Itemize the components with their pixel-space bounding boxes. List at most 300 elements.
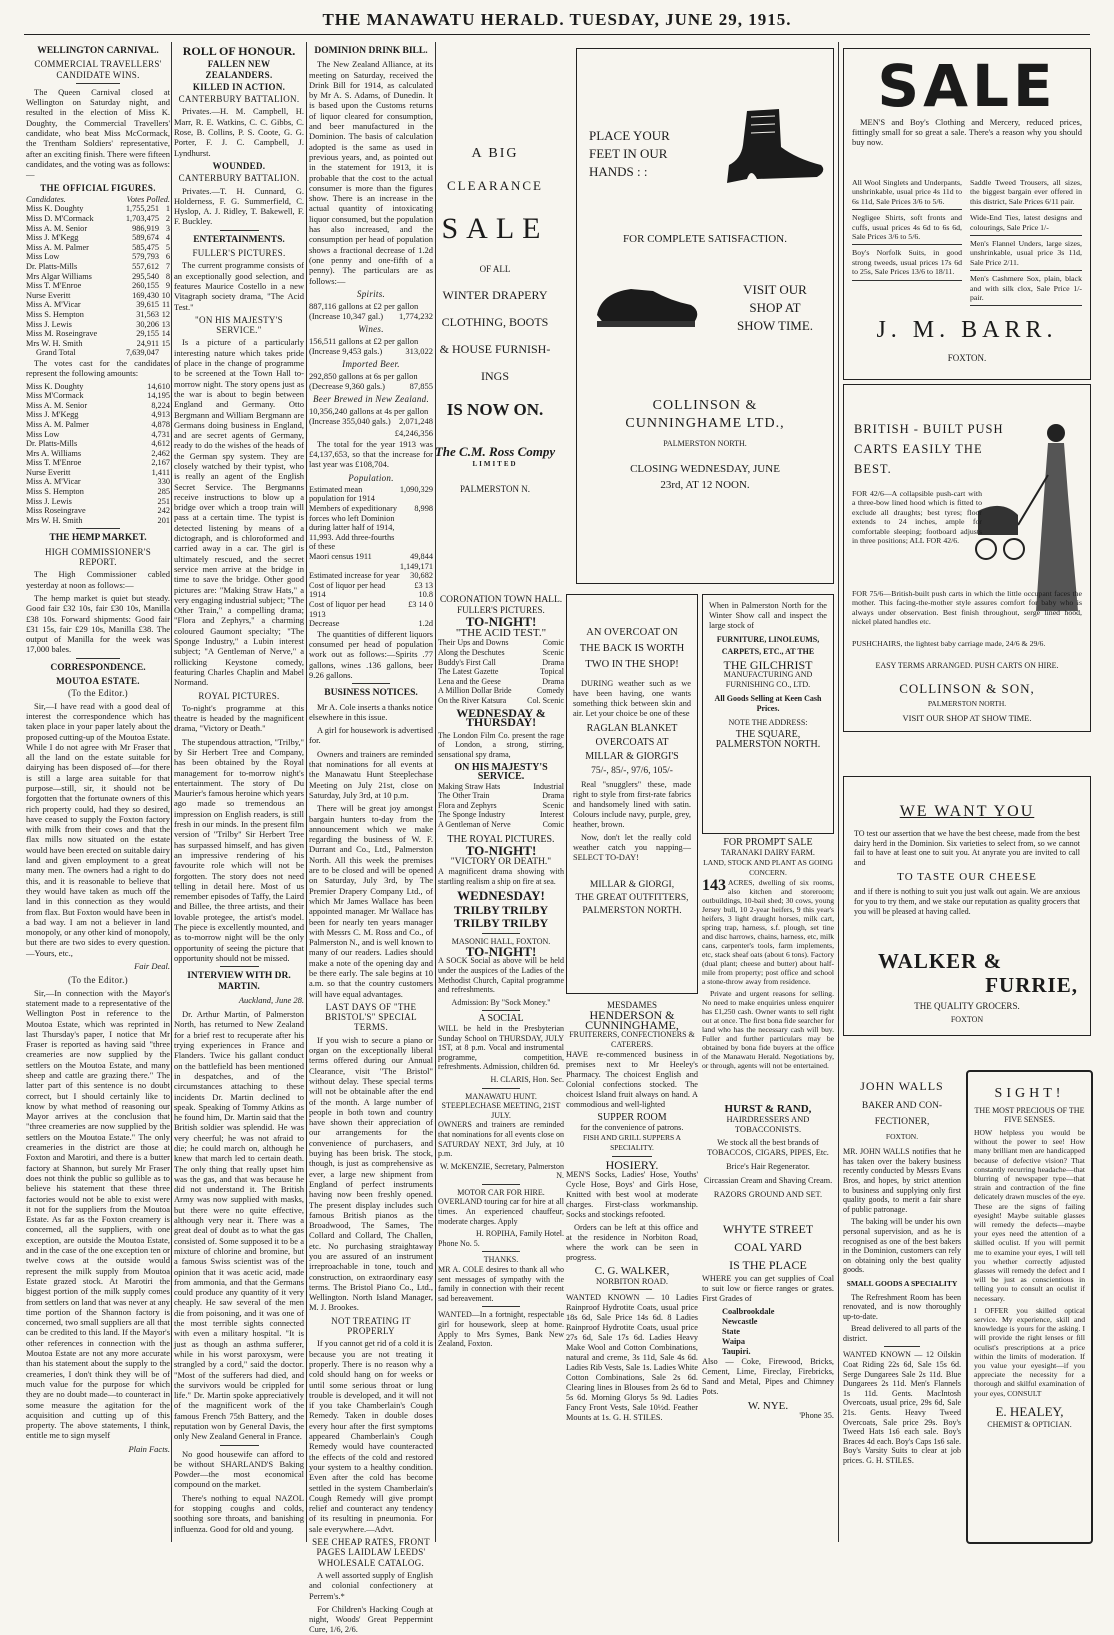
advert-paragraph: There's nothing to equal NAZOL for stopping coughs and colds, soothing sore throats, and banishing influenza. Good for old and young.: [174, 1492, 304, 1534]
programme-title: Along the Deschutes: [438, 647, 505, 657]
population-desc: [309, 562, 400, 572]
sale-item: Negligee Shirts, soft fronts and cuffs, usual prices 4s 6d to 6s 6d, Sale Prices 3/6 to 5/6.: [852, 210, 962, 245]
product-name: [573, 722, 691, 764]
ad-line: HANDS : :: [589, 164, 648, 179]
ad-text: PALMERSTON N.: [459, 484, 531, 494]
section-label: CANTERBURY BATTALION.: [178, 173, 300, 184]
programme-title: A Gentleman of Nerve: [438, 820, 511, 830]
total-value: 7,639,047: [125, 348, 160, 358]
ad-headline: TO-NIGHT!: [465, 943, 537, 959]
ad-text: Circassian Cream and Shaving Cream.: [703, 1176, 833, 1185]
drink-note: (Increase 10,347 gal.): [309, 311, 384, 322]
ad-line: VISIT OUR: [743, 282, 807, 297]
article-body: Owners and trainers are reminded that nominations for all events at the Manawatu Hunt Steeplechase Meeting on July 21st, close on Saturday, July 3rd, at 10 p.m.: [309, 748, 433, 800]
ad-body: FOR 42/6—A collapsible push-cart with a three-bow lined hood which is fitted to exclude all draughts; best tyres; floor extends to 24 inches, ample for comfortable sleeping; footboard adjusts in three positions; ALL FOR 42/6.: [852, 489, 982, 546]
candidate-name: Miss J. Lewis: [26, 496, 72, 506]
divider: [76, 528, 119, 529]
table-row: [309, 571, 433, 581]
rank: 1: [165, 204, 170, 214]
programme-genre: Comic: [542, 820, 564, 830]
ad-signature: H. ROPIHA, Family Hotel.: [476, 1229, 564, 1239]
ad-text: [589, 127, 670, 181]
ad-body: MEN'S and Boy's Clothing and Mercery, reduced prices, fittingly small for so great a sale. There's a reason why you should buy now.: [852, 117, 1082, 147]
population-desc: Estimated mean population for 1914: [309, 484, 375, 504]
table-row: [26, 224, 170, 234]
dateline: Auckland, June 28.: [238, 994, 304, 1005]
letter-salutation: (To the Editor.): [68, 975, 128, 986]
bakery-ad: [843, 1074, 961, 1544]
article-subheading: FULLER'S PICTURES.: [192, 248, 286, 259]
article-body: If you wish to secure a piano or organ on the exceptionally liberal terms offered during our Annual Clearance, visit "The Bristol" without delay. These special terms will not be obtainable after the end of the month. A large number of people in both town and country have shown their appreciation of our arrangements for the convenience of purchasers, and buying has been brisk. The stock, though, is just as comprehensive as ever, a large new shipment from England of perfect instruments having now been freshly opened. The present display includes such famous British pianos as the Broadwood, The Sames, The Collard and Collard, The Challen, etc. No purchasing straightaway you are assured of an instrument irreproachable in tone, touch and construction, on extraordinary easy terms. The Bristol Piano Co., Ltd., Wellington. North Island Manager, M. J. Brookes.: [309, 1034, 433, 1313]
letter-salutation: (To the Editor.): [68, 688, 128, 699]
mid-ads-column: [566, 1000, 698, 1542]
ad-text: VISIT OUR SHOP AT SHOW TIME.: [902, 713, 1032, 723]
article-body: If you cannot get rid of a cold it is because you are not treating it properly. There is no reason why a cold should hang on for weeks or until some serious throat or lung trouble is developed, and it will not if you take Chamberlain's Cough Remedy. Taken in double doses every hour after the first symptoms appeared Chamberlain's Cough Remedy would have counteracted the effects of the cold and restored your system to a healthy condition. Even after the cold has become settled in the system Chamberlain's Cough Remedy will give prompt relief and counteract any tendency of its resulting in pneumonia. For sale everywhere.—Advt.: [309, 1338, 433, 1534]
article-heading: ENTERTAINMENTS.: [193, 234, 285, 245]
coal-grade: Newcastle: [722, 1317, 758, 1326]
ad-body: OWNERS and trainers are reminded that nominations for all events close on SATURDAY NEXT, 3rd July, at 10 p.m.: [438, 1120, 564, 1159]
article-subheading: MOUTOA ESTATE.: [56, 676, 140, 687]
ad-subheading: FULLER'S PICTURES.: [457, 604, 545, 615]
article-body: The total for the year 1913 was £4,137,653, so that the increase for last year was £108,704.: [309, 438, 433, 470]
programme-item: [438, 820, 564, 830]
article-heading: INTERVIEW WITH DR. MARTIN.: [187, 971, 291, 992]
ad-body: DURING weather such as we have been having, one wants something thick between skin and air. Let your choice be one of these: [573, 679, 691, 718]
product-line: RAGLAN BLANKET: [586, 723, 678, 734]
programme-item: [438, 658, 564, 668]
ad-text: & HOUSE FURNISH-: [439, 342, 551, 356]
ad-body: WILL be held in the Presbyterian Sunday School on THURSDAY, JULY 1ST, at 8 p.m. Vocal and instrumental programme, competition, refreshments. Admission, children 6d.: [438, 1023, 564, 1072]
section-label: Imported Beer.: [342, 358, 400, 369]
amounts-table: [26, 382, 170, 526]
population-value: £3 13 10.8: [414, 580, 433, 600]
ad-text: NOTE THE ADDRESS:: [728, 718, 808, 727]
population-desc: Cost of liquor per head 1914: [309, 580, 386, 600]
population-table: [309, 485, 433, 629]
table-row: [26, 497, 170, 507]
table-row: [26, 204, 170, 214]
ad-text: FOR COMPLETE SATISFACTION.: [623, 233, 787, 245]
ad-headline: TO-NIGHT!: [465, 843, 537, 859]
masthead-rule: [24, 34, 1090, 35]
advert-paragraph: No good housewife can afford to be without SHARLAND'S Baking Powder—the most economical compound on the market.: [174, 1448, 304, 1490]
ad-subheading: TARANAKI DAIRY FARM.: [721, 848, 815, 857]
article-heading: ROLL OF HONOUR.: [182, 44, 296, 58]
drink-desc: 887,116 gallons at £2 per gallon: [309, 301, 419, 312]
candidate-name: Miss A. M. Palmer: [26, 419, 89, 429]
firm-town: FOXTON: [950, 1015, 984, 1024]
rank: 10: [161, 290, 170, 300]
ad-headline: IS NOW ON.: [446, 400, 544, 419]
table-row: [26, 477, 170, 487]
vote-count: 29,155: [136, 329, 160, 339]
vote-count: 295,540: [132, 271, 160, 281]
rank: 8: [165, 271, 170, 281]
candidate-name: Miss A. M. Senior: [26, 400, 88, 410]
rank: 15: [161, 338, 170, 348]
drink-note: (Decrease 9,360 gals.): [309, 381, 385, 392]
divider: [482, 1184, 520, 1185]
sale-item: All Wool Singlets and Underpants, unshrinkable, usual price 4s 11d to 6s 11d, Sale Prices 3/6 to 5/6.: [852, 175, 962, 210]
ad-text: SMALL GOODS A SPECIALITY: [846, 1278, 958, 1288]
hairdresser-ad: [702, 1104, 834, 1214]
amount-value: 14,195: [147, 391, 170, 401]
table-row: [26, 468, 170, 478]
product-line: MILLAR & GIORGI'S: [585, 751, 679, 762]
ad-body: MR A. COLE desires to thank all who sent messages of sympathy with the family in connection with their recent sad bereavement.: [438, 1265, 564, 1303]
article-heading: BUSINESS NOTICES.: [324, 688, 418, 699]
firm-line: MILLAR & GIORGI,: [589, 880, 675, 890]
letter-signature: Plain Facts.: [128, 1443, 170, 1454]
ad-line: CARTS EASILY THE: [854, 442, 983, 456]
rank: 13: [161, 319, 170, 329]
article-body: Privates.—H. M. Campbell, H. Marr, R. E. Watkins, C. C. Gibbs, C. Rose, B. Collins, P. S. Coote, G. G. Porter, F. J. C. Campbell, J. Lyndhurst.: [174, 106, 304, 158]
candidate-name: Miss J. M'Kegg: [26, 233, 79, 243]
drink-value: 1,774,232: [399, 311, 433, 322]
ad-subheading: LAND, STOCK AND PLANT AS GOING CONCERN.: [703, 858, 833, 877]
programme-genre: Topical: [540, 667, 564, 677]
divider: [612, 1289, 652, 1290]
programme-item: [438, 696, 564, 706]
ad-body: TO test our assertion that we have the best cheese, made from the best dairy herd in the Dominion. Six varieties to select from, so we cannot fail to have at least one to suit you. At anyrate you are invited to call and: [854, 829, 1080, 867]
ad-line: BEST.: [854, 462, 892, 476]
candidate-name: Miss A. M. Senior: [26, 223, 88, 233]
ad-headline: SALE: [441, 212, 549, 245]
candidate-name: Mrs Algar Williams: [26, 271, 92, 281]
firm-name: C. G. WALKER,: [594, 1265, 670, 1277]
column-header: Votes Polled.: [126, 194, 170, 204]
candidate-name: Miss A. M. Palmer: [26, 242, 89, 252]
firm-name: J. M. BARR.: [876, 317, 1058, 343]
coal-grade: Coalbrookdale: [722, 1307, 775, 1316]
table-row: [26, 410, 170, 420]
amount-value: 1,411: [151, 467, 170, 477]
programme-item: [438, 638, 564, 648]
candidate-name: Miss K. Doughty: [26, 381, 84, 391]
ad-headline: THE ROYAL PICTURES.: [447, 833, 555, 845]
programme-item: [438, 791, 564, 801]
sale-item: Boy's Norfolk Suits, in good strong tweeds, usual prices 17s 6d to 25s, Sale Prices 13/6 to 18/11.: [852, 245, 962, 280]
programme-item: [438, 686, 564, 696]
article-subheading: LAST DAYS OF "THE BRISTOL'S" SPECIAL TERMS.: [325, 1001, 417, 1033]
candidate-name: Nurse Everitt: [26, 290, 71, 300]
candidate-name: Miss A. M'Vicar: [26, 300, 81, 310]
closing-notice: [577, 461, 833, 493]
firm-sub: THE QUALITY GROCERS.: [914, 1001, 1020, 1011]
programme-item: [438, 667, 564, 677]
rank: 12: [161, 309, 170, 319]
ad-headline: SIGHT!: [994, 1086, 1065, 1101]
section-label: Population.: [348, 472, 394, 483]
column-header: Candidates.: [26, 194, 66, 204]
table-row: [26, 233, 170, 243]
letter-body: Sir,—In connection with the Mayor's statement made to a representative of the Wellington Post in reference to the Moutoa Estate, which was reprinted in last Thursday's paper, I notice that Mr Fraser is reported as having said "three creameries are now supplied by the settlers on the Moutoa Estate, and many sheep and cattle are grazing there." The latter part of this sentence is no doubt correct, but I should certainly like to know by what method of reasoning our Mayor arrives at the conclusion that "three creameries are now supplied by the settlers on the Moutoa Estate." The only creameries in the district are those at Foxton and Marotiri, and there is a butter factory at Shannon, but surely Mr Fraser does not think the public so gullible as to believe his statement that these three factories would not be able to exist were it not for the suppliers from the Moutoa Estate. As far as the Foxton creamery is concerned, all the suppliers, with one exception, are outside the Moutoa Estate, and in the case of the one exception ten or twelve cows at the outside would represent the milk supply from Moutoa Estate grazed stock. At Marotiri the biggest portion of the milk supply comes from settlers on land that was never at any time portion of the Shannon factory is concerned, two small suppliers are all that can be credited to this land. If the Mayor's other references in connection with the Moutoa Estate are not any more accurate than his statement about the supply to the creameries, I don't think they will be of much value for the purpose for which they are no doubt made—to counteract in some measure the agitation for the acquisition and cutting up of this property. The above statements, I think, entitle me to sign myself: [26, 987, 170, 1441]
programme-genre: Drama: [542, 791, 564, 801]
feature-title: TRILBY TRILBY TRILBY TRILBY: [453, 903, 549, 931]
amount-value: 4,878: [151, 419, 170, 429]
coal-grade: Waipa: [722, 1337, 746, 1346]
drink-row: [309, 301, 433, 322]
vote-count: 39,615: [136, 300, 160, 310]
ad-goods: FURNITURE, LINOLEUMS, CARPETS, ETC., AT THE: [716, 635, 820, 656]
ad-headline: MANAWATU HUNT.: [465, 1091, 537, 1101]
closing-line: CLOSING WEDNESDAY, JUNE: [630, 463, 780, 475]
divider: [220, 1445, 259, 1446]
table-row: [26, 252, 170, 262]
table-row: [26, 291, 170, 301]
divider: [482, 933, 520, 934]
ad-line: AN OVERCOAT ON: [586, 627, 678, 638]
masthead-title: THE MANAWATU HERALD. TUESDAY, JUNE 29, 1915.: [322, 10, 792, 29]
amount-value: 8,224: [151, 400, 170, 410]
feature-title: ON HIS MAJESTY'S SERVICE.: [454, 761, 548, 783]
drink-total: £4,246,356: [394, 428, 433, 439]
table-row: [26, 458, 170, 468]
vote-count: 260,155: [132, 281, 160, 291]
programme-genre: Comedy: [536, 686, 564, 696]
rank: 4: [165, 233, 170, 243]
ad-headline: CUNNINGHAME,: [585, 1018, 679, 1032]
ad-body: WANTED—In a fortnight, respectable girl for housework, sleep at home. Apply to Mrs Symes, Bank New Zealand, Foxton.: [438, 1310, 564, 1349]
firm-name: [577, 397, 833, 433]
column-rule: [838, 42, 839, 1542]
amount-value: 4,731: [151, 429, 170, 439]
ad-text: TO TASTE OUR CHEESE: [897, 871, 1037, 884]
ad-line: FECTIONER,: [874, 1116, 930, 1127]
population-value: 1,149,171: [399, 561, 433, 571]
divider: [76, 658, 119, 659]
population-value: £3 14 0: [408, 600, 433, 609]
pushcart-ad: [843, 384, 1091, 732]
table-row: [26, 506, 170, 516]
article-body: Is a picture of a particularly interesting nature which takes pride of place in the change of programme to be screened at the Town Hall to-morrow night. The story opens just as the war is about to begin between England and Germany. Otto Bergmann and William Bergmann are Germans doing business in England, and are secret agents of Germany, ready to do the wishes of the heads of the German spy system. They are closely watched by their typist, who is really an agent of the English Secret Service. The Bergmanns receive instructions to blow up a bridge over which a troop train will pass at a certain time. The typist is detected listening by means of a dictograph, and is chloroformed and carried away in a car. The girl is ultimately rescued, and the secret service men arrive at the bridge in time to save the bridge. Other good pictures are: "Making Straw Hats," a very engaging industrial subject; "The Other Train," a compelling drama; "Flora and Zephyrs," a charming coloured Gaumont specialty; "The Sponge Industry," a Lubin interest subject; "A Gentleman of Nerve," a rollicking Keystone comedy, featuring Charles Chaplin and Mabel Normand.: [174, 337, 304, 688]
firm-line: THE GREAT OUTFITTERS,: [575, 893, 689, 903]
programme-item: [438, 782, 564, 792]
divider: [482, 1088, 520, 1089]
programme-genre: Scenic: [542, 800, 564, 810]
ad-text: EASY TERMS ARRANGED. PUSH CARTS ON HIRE.: [875, 661, 1059, 670]
ad-headline: HURST & RAND,: [724, 1103, 812, 1115]
firm-line: PALMERSTON NORTH.: [582, 906, 682, 916]
programme-title: The Sponge Industry: [438, 810, 506, 820]
ad-headline: THANKS.: [483, 1255, 519, 1265]
ad-text: We stock all the best brands of TOBACCOS, CIGARS, PIPES, Etc.: [707, 1138, 829, 1157]
firm-name: FURRIE,: [985, 973, 1078, 997]
drink-value: 87,855: [409, 381, 433, 392]
rank: 2: [165, 214, 170, 224]
feature-title: "VICTORY OR DEATH.": [450, 856, 552, 867]
table-row: [309, 562, 433, 572]
programme-title: A Million Dollar Bride: [438, 686, 512, 696]
mens-shoe-illustration: [591, 275, 703, 335]
firm-logo: The C.M. Ross Compy: [434, 444, 556, 459]
ad-text: SUPPER ROOM: [597, 1112, 667, 1123]
article-heading: DOMINION DRINK BILL.: [314, 46, 428, 56]
table-row: [26, 300, 170, 310]
ad-body: OVERLAND touring car for hire at all times. An experienced chauffeur, moderate charges. Apply: [438, 1197, 564, 1226]
article-body: A well assorted supply of English and colonial confectionery at Perrem's.*: [309, 1569, 433, 1601]
programme-title: Flora and Zephyrs: [438, 800, 497, 810]
ad-text: A BIG: [471, 146, 519, 161]
ad-body: Real "snugglers" these, made right to style from first-rate fabrics and handsomely lined with satin. Colours include navy, purple, grey, heather, brown.: [573, 780, 691, 829]
rank: 3: [165, 223, 170, 233]
candidate-name: Miss K. Doughty: [26, 204, 84, 214]
amount-value: 2,462: [151, 448, 170, 458]
divider: [220, 966, 259, 967]
ad-line: COAL YARD: [734, 1240, 802, 1254]
population-desc: Estimated increase for year: [309, 571, 400, 581]
column-2: [174, 42, 304, 1542]
article-heading: THE HEMP MARKET.: [49, 533, 147, 544]
rank: 5: [165, 242, 170, 252]
article-body: A girl for housework is advertised for.: [309, 725, 433, 746]
ad-headline: [567, 625, 697, 673]
candidate-name: Dr. Platts-Mills: [26, 439, 78, 449]
programme-genre: Scenic: [542, 647, 564, 657]
ad-subheading: HAIRDRESSERS AND TOBACCONISTS.: [726, 1114, 810, 1134]
phone: Phone No. 5.: [438, 1238, 480, 1248]
table-row: [26, 439, 170, 449]
ad-headline: HENDERSON &: [589, 1008, 675, 1022]
programme-genre: Drama: [542, 657, 564, 667]
ad-body: Also — Coke, Firewood, Bricks, Cement, Lime, Fireclay, Firebricks, Sand and Metal, Pipes and Chimney Pots.: [702, 1357, 834, 1396]
column-1: [26, 42, 170, 1542]
farm-sale-ad: [702, 838, 834, 1100]
candidate-name: Miss J. Lewis: [26, 319, 72, 329]
pram-illustration: [972, 501, 1042, 563]
firm-sub: MANUFACTURING AND FURNISHING CO., LTD.: [723, 670, 813, 689]
ad-headline: WEDNESDAY!: [457, 887, 545, 903]
candidate-name: Miss Roseingrave: [26, 506, 86, 516]
section-label: KILLED IN ACTION.: [192, 81, 286, 92]
letter-body: Sir,—I have read with a good deal of interest the correspondence which has taken place in your paper lately about the proposed cutting-up of the Moutoa Estate. While I do not agree with Mr Fraser that all the land on the estate suitable for dairying has been disposed of—for there is still a large area suitable for that purpose—still, sir, it should not be forgotten that the fortunate owners of this rich property could, had they so desired, have ceased to supply the Foxton factory with milk from their cows and that the flax mills now situated on the estate would have been erected on suitable dairy land and given employment to a great many men. The owners had a right to do this, and it is reasonable to believe that they would have taken as much off the land in this connection as they would from flax. But Foxton would have been in a bad way. I am not a believer in land monopoly, or any other kind of monopoly, but there are two sides to every question.—Yours, etc.,: [26, 700, 170, 958]
ad-body: WANTED KNOWN — 10 Ladies Rainproof Hydrotite Coats, usual price 18s 6d, Sale Price 14s 6d. 8 Ladies Rainproof Hydrotite Coats, usual price 27s 6d, Sale 17s 6d. Ladies Heavy Make Wool and Cotton Combinations, natural and creme, 3s 11d, Sale 4s 6d. Ladies Rib Vests, Sale 1s. Ladies White Cotton Combinations, Sale 2s 6d. Clearing lines in Blouses from 2s 6d to 5s 6d. Morning Glorys 5s 9d. Ladies Fancy Front Vests, Sale 10½d. Feather Mounts at 1s. G. H. STILES.: [566, 1293, 698, 1422]
ad-subheading: [843, 1098, 961, 1130]
furniture-ad: [702, 594, 834, 834]
ad-text: WINTER DRAPERY: [442, 288, 548, 302]
article-body: The hemp market is quiet but steady. Good fair £32 10s, fair £30 10s, Manilla £38 10s. Forward shipments: Good fair £31 15s, fair £29 10s, Manilla £38. The output of Manilla for the week was 17,000 bales.: [26, 592, 170, 655]
table-row: [26, 320, 170, 330]
ad-text: THE SQUARE, PALMERSTON NORTH.: [715, 729, 821, 750]
table-row: [26, 391, 170, 401]
candidate-name: Dr. Platts-Mills: [26, 262, 78, 272]
article-subheading: FALLEN NEW ZEALANDERS.: [205, 59, 273, 80]
section-label: Wines.: [358, 323, 384, 334]
divider: [612, 1156, 652, 1157]
ad-headline: FOR PROMPT SALE: [723, 837, 813, 848]
vote-count: 30,206: [136, 319, 160, 329]
programme-genre: Col. Scenic: [527, 695, 564, 705]
ad-body: A magnificent drama showing with startling realism a ship on fire at sea.: [438, 867, 564, 887]
ladies-boot-illustration: [717, 107, 829, 195]
table-row: [26, 382, 170, 392]
programme-title: Their Ups and Downs: [438, 638, 509, 648]
drink-note: (Increase 355,040 gals.): [309, 416, 391, 427]
votes-table: [26, 195, 170, 358]
drink-value: 313,022: [405, 346, 433, 357]
rank: 6: [165, 252, 170, 262]
divider: [884, 1346, 919, 1347]
amount-value: 2,167: [151, 458, 170, 468]
rank: 11: [162, 300, 170, 310]
rank: 14: [161, 329, 170, 339]
vote-count: 31,563: [136, 309, 160, 319]
programme-item: [438, 810, 564, 820]
column-rule: [306, 42, 307, 1542]
population-value: 1,090,329: [399, 484, 433, 494]
ad-line: PLACE YOUR: [589, 128, 670, 143]
firm-name: WALKER &: [878, 949, 1003, 973]
ad-body: HAVE re-commenced business in premises next to Mr Heeley's Pharmacy. The choicest English and Colonial confections stocked. The choicest Island fruit always on hand. A commodious and well-lighted: [566, 1050, 698, 1109]
drink-desc: 292,850 gallons at 6s per gallon: [309, 370, 418, 381]
ad-headline: JOHN WALLS: [860, 1079, 944, 1093]
ad-subheading: THE MOST PRECIOUS OF THE FIVE SENSES.: [974, 1106, 1085, 1124]
population-desc: Decrease: [309, 619, 340, 629]
closing-line: 23rd, AT 12 NOON.: [660, 479, 750, 491]
divider: [352, 683, 389, 684]
ad-body: and if there is nothing to suit you just walk out again. We are anxious for you to try them, and we stake our reputation as quality grocers that you will be pleased at having called.: [854, 887, 1080, 916]
article-body: The stupendous attraction, "Trilby," by Sir Herbert Tree and Company, has been obtained by the Royal management for to-morrow night's entertainment. The story of Du Maurier's famous heroine which years ago made so tremendous an impression on English readers, is still fresh in our minds. In the present film version of "Trilby" Sir Herbert Tree has surpassed himself, and has given an impressive rendering of his favourite role which will not be forgotten. The story does not need telling in detail here. Most of us remember episodes of Taffy, the Laird and Billee, the three artists, and their lovable protegee, the artist's model. The piece is excellently mounted, and as to-morrow night will be the only opportunity of seeing the picture that opportunity should not be missed.: [174, 736, 304, 963]
ad-headline: [702, 1220, 834, 1274]
programme-item: [438, 648, 564, 658]
article-subheading: HIGH COMMISSIONER'S REPORT.: [44, 546, 152, 568]
article-heading: CORRESPONDENCE.: [50, 662, 146, 673]
vote-count: 557,612: [132, 262, 160, 272]
section-label: WOUNDED.: [212, 160, 266, 171]
vote-count: 1,703,475: [125, 214, 160, 224]
article-subheading: SEE CHEAP RATES, FRONT PAGES LAIDLAW LEEDS' WHOLESALE CATALOG.: [312, 1537, 430, 1568]
optician-ad: [966, 1070, 1093, 1544]
programme-genre: Comic: [542, 638, 564, 648]
table-row: [26, 339, 170, 349]
table-row: [26, 430, 170, 440]
ad-body: I OFFER you skilled optical service. My experience, skill and knowledge is yours for the asking. I will provide the right lenses or fill oculist's prescriptions at a price within the limits of moderation. If you value your eyesight—if you appreciate the necessity for a thorough and skilful examination of your eyes, CONSULT: [974, 1305, 1085, 1398]
article-subheading: NOT TREATING IT PROPERLY: [331, 1315, 411, 1337]
candidate-name: Miss A. M'Vicar: [26, 477, 81, 487]
ad-body: HOW helpless you would be without the power to see! How many brilliant men are handicapped because of defective vision? That constantly recurring headache—that blurring of newspaper type—that strain and contraction of the fine delicately drawn muscles of the eye. These are the signs of failing eyesight! Maybe suitable glasses will remedy the defects—maybe your eyes need the attention of a skilled oculist. If you will permit me to examine your eyes, I will tell you whether correctly adjusted glasses will remedy the defect and I will be just as conscientious in telling you to consult an oculist if necessary.: [974, 1128, 1085, 1303]
programme-title: The Latest Gazette: [438, 667, 499, 677]
firm-name: W. NYE.: [747, 1400, 789, 1412]
ad-text: [727, 281, 823, 335]
ad-body-text: ACRES, dwelling of six rooms, also kitchen and storeroom; outbuildings, 10-bail shed; 30 cows, young Jersey bull, 10 2-year heifers, 9 this year's heifers, 3 light draught horses, milk cart, spring trap, harness, s.f. plough, set tine and disc harrows, chains, harness, etc, milk cans, carpenter's tools, farm implements, etc, stack sheaf oats (about 6 tons). Factory (dual plant; cheese and butter) about half-mile from property; post office and school a stone-throw away from residence.: [702, 878, 834, 986]
ad-body: The Refreshment Room has been renovated, and is now thoroughly up-to-date.: [843, 1292, 961, 1321]
ad-body: MR. JOHN WALLS notifies that he has taken over the bakery business recently conducted by Messrs Evans Bros, and hopes, by strict attention to business and supplying only first quality goods, to merit a fair share of public patronage.: [843, 1147, 961, 1214]
drink-value: 2,071,248: [399, 416, 433, 427]
ad-headline: TO-NIGHT!: [465, 614, 537, 630]
firm-logo-sub: LIMITED: [472, 460, 518, 468]
ad-headline: A SOCIAL: [478, 1013, 524, 1025]
section-label: Beer Brewed in New Zealand.: [313, 393, 429, 404]
article-body: The High Commissioner cabled yesterday at noon as follows:—: [26, 569, 170, 590]
firm-town: PALMERSTON NORTH.: [663, 439, 747, 448]
programme-title: The Other Train: [438, 791, 490, 801]
vote-count: 1,755,251: [125, 204, 160, 214]
barr-sale-ad: [843, 48, 1091, 380]
ad-line: SHOP AT: [749, 300, 801, 315]
ad-body: [702, 878, 834, 986]
ad-line: BAKER AND CON-: [861, 1100, 943, 1111]
ad-text: for the convenience of patrons.: [580, 1123, 684, 1132]
ad-line: IS THE PLACE: [729, 1258, 807, 1272]
article-subheading: COMMERCIAL TRAVELLERS' CANDIDATE WINS.: [34, 59, 162, 80]
table-row: [26, 310, 170, 320]
amount-value: 14,610: [147, 381, 170, 391]
programme-genre: Drama: [542, 676, 564, 686]
candidate-name: Mrs W. H. Smith: [26, 338, 83, 348]
ad-headline: HOSIERY.: [605, 1158, 659, 1172]
amount-value: 4,612: [151, 439, 170, 449]
article-heading: WELLINGTON CARNIVAL.: [37, 46, 159, 56]
